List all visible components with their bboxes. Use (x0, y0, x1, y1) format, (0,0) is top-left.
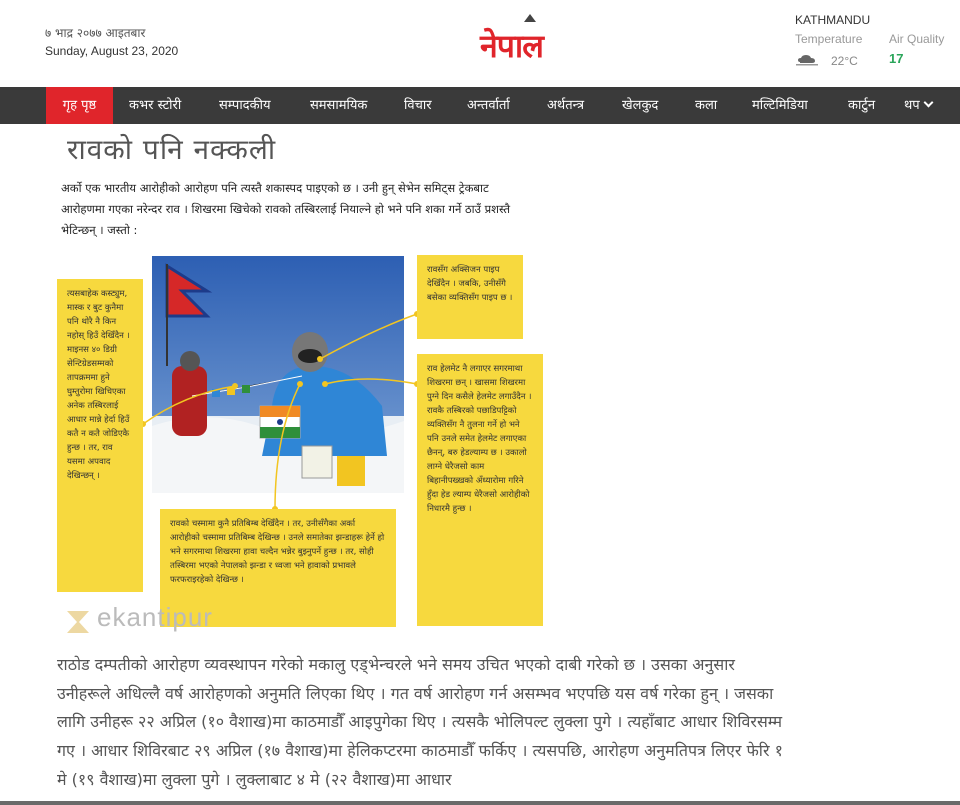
temperature-label: Temperature (795, 32, 863, 46)
nav-item-economy[interactable]: अर्थतन्त्र (547, 98, 585, 113)
bottom-bar (0, 801, 960, 805)
weather-city: KATHMANDU (795, 13, 871, 27)
nepali-date: ७ भाद्र २०७७ आइतबार (45, 26, 146, 40)
nav-item-cartoon[interactable]: कार्टुन (848, 98, 876, 113)
scan-intro-text: अर्को एक भारतीय आरोहीको आरोहण पनि त्यस्तै शकास्पद पाइएको छ । उनी हुन् सेभेन समिट्स ट्रेकबाट आरोहणमा गएका नरेन्दर राव । शिखरमा खिचेको रावको तस्बिरलाई नियाल्ने हो भने पनि शका गर्ने ठाउँ प्रशस्तै भेटिन्छन् । जस्तो : (61, 181, 511, 237)
nav-item-multimedia[interactable]: मल्टिमिडिया (752, 98, 808, 113)
nav-item-cover-story[interactable]: कभर स्टोरी (129, 98, 182, 113)
nav-item-editorial[interactable]: सम्पादकीय (219, 98, 271, 113)
scan-title: रावको पनि नक्कली (67, 133, 277, 166)
nav-item-interview[interactable]: अन्तर्वार्ता (467, 98, 510, 113)
nav-item-art[interactable]: कला (695, 98, 718, 113)
article-body-paragraph: राठोड दम्पतीको आरोहण व्यवस्थापन गरेको मकालु एड्भेन्चरले भने समय उचित भएको दाबी गरेको छ । उसका अनुसार उनीहरूले अधिल्लै वर्ष आरोहणको अनुमति लिएका थिए । गत वर्ष आरोहण गर्न असम्भव भएपछि यस वर्ष गरेका हुन् । जसका लागि उनीहरू २२ अप्रिल (१० वैशाख)मा काठमाडौँ आइपुगेका थिए । त्यसकै भोलिपल्ट लुक्ला पुगे । त्यहाँबाट आधार शिविरसम्म गए । आधार शिविरबाट २९ अप्रिल (१७ वैशाख)मा हेलिकप्टरमा काठमाडौँ फर्किए । त्यसपछि, आरोहण अनुमतिपत्र लिएर फेरि १ मे (१९ वैशाख)मा लुक्ला पुगे । लुक्लाबाट ४ मे (२२ वैशाख)मा आधार (57, 655, 783, 789)
logo-emblem-icon (524, 14, 536, 22)
watermark-logo-icon (65, 609, 91, 635)
nav-more-label: थप (904, 98, 920, 113)
nav-item-current-affairs[interactable]: समसामयिक (310, 98, 368, 113)
nav-item-home[interactable]: गृह पृष्ठ (46, 87, 113, 124)
english-date: Sunday, August 23, 2020 (45, 44, 179, 58)
chevron-down-icon (923, 98, 933, 108)
annotation-note-bottom: रावको चस्मामा कुनै प्रतिबिम्ब देखिँदैन । तर, उनीसँगैका अर्का आरोहीको चस्मामा प्रतिबिम्ब देखिन्छ । उनले समातेका झन्डाहरू हेर्ने हो भने सगरमाथा शिखरमा हावा चल्दैन भन्नेर बुझ्नुपर्ने हुन्छ । तर, सोही तस्बिरमा भएको नेपालको झन्डा र ध्वजा भने हावाको प्रभावले फरफराइरहेको देखिन्छ । (160, 509, 396, 627)
air-quality-label: Air Quality (889, 32, 945, 46)
nav-item-opinion[interactable]: विचार (404, 98, 432, 113)
annotation-note-left: त्यसबाहेक कस्ट्युम, मास्क र बुट कुनैमा पनि थोरै नै किन नहोस् हिउँ देखिँदैन । माइनस ४० डिग्री सेन्टिग्रेडसम्मको तापक्रममा हुने घुम्तुरोमा खिचिएका अनेक तस्बिरलाई आधार मान्ने हेर्दा हिउँ कतै न कतै जोडिएकै हुन्छ । तर, राव यसमा अपवाद देखिन्छन् । (57, 279, 143, 592)
nav-item-more[interactable] (904, 87, 932, 124)
main-nav (0, 87, 960, 124)
annotation-note-right: राव हेलमेट नै लगाएर सगरमाथा शिखरमा छन् । खासमा शिखरमा पुग्ने दिन कसैले हेलमेट लगाउँदैन । रावकै तस्बिरको पछाडिपट्टिको व्यक्तिसँग नै तुलना गर्ने हो भने पनि उनले समेत हेलमेट लगाएका छैनन्, बरु हेडल्याम्प छ । उकालो लाग्ने धेरैजसो काम बिहानीपख्खको अँध्यारोमा गरिने हुँदा हेड ल्याम्प धेरैजसो आरोहीको निधारमै हुन्छ । (417, 354, 543, 626)
nav-item-sports[interactable]: खेलकुद (622, 98, 659, 113)
article-scan-image (45, 124, 575, 646)
air-quality-value: 17 (889, 51, 904, 66)
site-header (0, 0, 960, 87)
annotation-note-top-right: रावसँग अक्सिजन पाइप देखिँदैन । जबकि, उनीसँगै बसेका व्यक्तिसँग पाइप छ । (417, 255, 523, 339)
weather-cloud-icon (796, 52, 818, 66)
watermark-text: ekantipur (97, 602, 213, 632)
temperature-value: 22°C (831, 54, 858, 68)
site-logo[interactable]: नेपाल (480, 27, 543, 65)
